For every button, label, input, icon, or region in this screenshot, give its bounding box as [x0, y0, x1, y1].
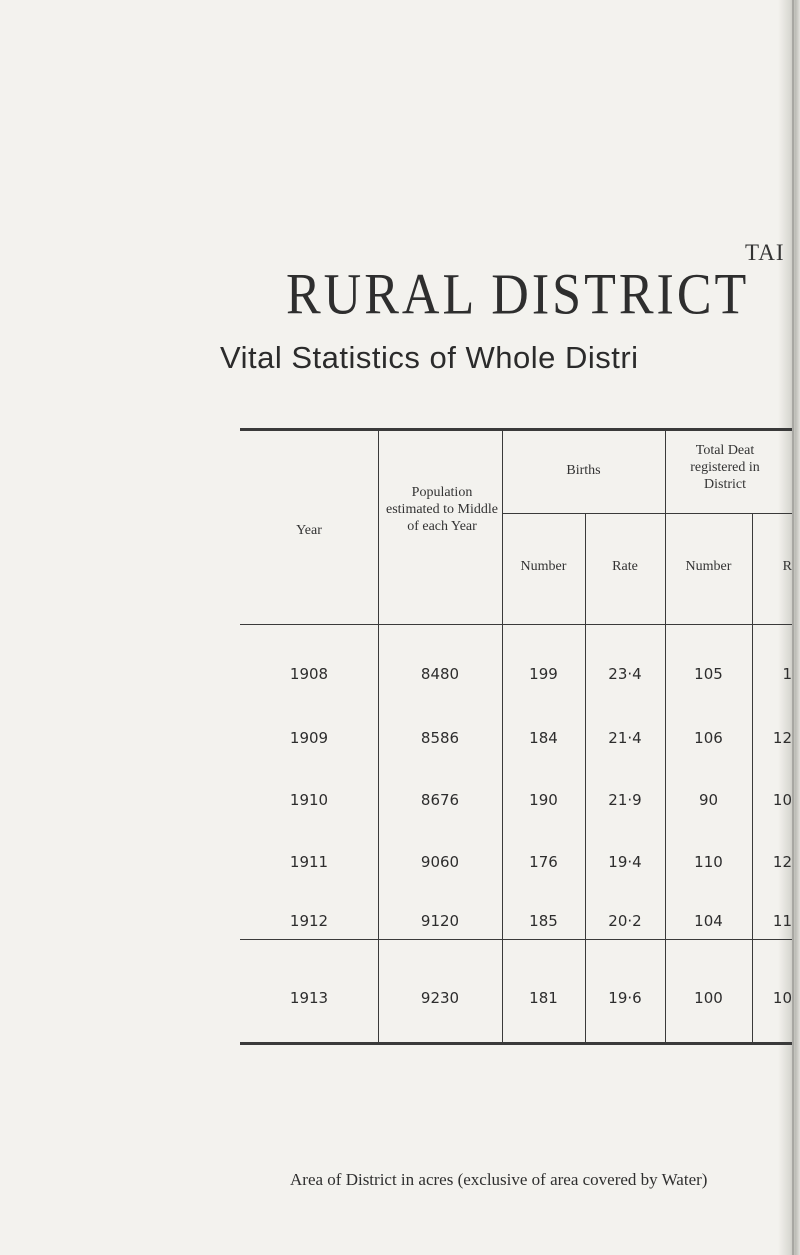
- page-subtitle: Vital Statistics of Whole Distri: [220, 340, 639, 375]
- tab-label: TAI: [745, 240, 785, 265]
- cell-population: 8480: [420, 665, 460, 683]
- cell-deaths-rate: 1: [782, 665, 792, 683]
- cell-year: 1908: [289, 665, 329, 683]
- column-rule: [585, 514, 586, 1042]
- cell-births-rate: 19·4: [608, 853, 642, 871]
- cell-deaths-rate: 10: [772, 791, 792, 809]
- cell-population: 9230: [420, 989, 460, 1007]
- cell-births-number: 184: [529, 729, 558, 747]
- cell-births-rate: 21·9: [608, 791, 642, 809]
- header-deaths: Total Deat registered in District: [690, 443, 760, 492]
- column-rule: [752, 514, 753, 1042]
- page-edge-line: [792, 0, 794, 1255]
- cell-deaths-number: 106: [694, 729, 723, 747]
- header-deaths-number: Number: [685, 559, 732, 574]
- cell-births-rate: 23·4: [608, 665, 642, 683]
- births-deaths-subheader-rule: [502, 513, 792, 514]
- page-title: RURAL DISTRICT: [286, 263, 750, 327]
- header-year: Year: [296, 523, 322, 538]
- header-births: Births: [566, 463, 601, 478]
- cell-deaths-rate: 12: [772, 853, 792, 871]
- cell-population: 9120: [420, 912, 460, 930]
- cell-year: 1913: [289, 989, 329, 1007]
- cell-year: 1911: [289, 853, 329, 871]
- header-births-number: Number: [520, 559, 567, 574]
- cell-year: 1912: [289, 912, 329, 930]
- cell-year: 1909: [289, 729, 329, 747]
- cell-births-rate: 19·6: [608, 989, 642, 1007]
- header-population: Population estimated to Middle of each Year: [386, 485, 498, 534]
- cell-population: 8676: [420, 791, 460, 809]
- cell-deaths-number: 100: [694, 989, 723, 1007]
- cell-births-number: 199: [529, 665, 558, 683]
- cell-deaths-rate: 11: [772, 912, 792, 930]
- cell-births-number: 185: [529, 912, 558, 930]
- cell-population: 8586: [420, 729, 460, 747]
- footer-note: Area of District in acres (exclusive of area covered by Water): [290, 1170, 708, 1189]
- cell-deaths-number: 105: [694, 665, 723, 683]
- cell-deaths-number: 110: [694, 853, 723, 871]
- cell-births-number: 181: [529, 989, 558, 1007]
- cell-deaths-rate: 12: [772, 729, 792, 747]
- cell-deaths-rate: 10: [772, 989, 792, 1007]
- header-births-rate: Rate: [612, 559, 638, 574]
- header-bottom-rule: [240, 624, 792, 625]
- cell-births-rate: 20·2: [608, 912, 642, 930]
- cell-population: 9060: [420, 853, 460, 871]
- cell-births-number: 176: [529, 853, 558, 871]
- vital-statistics-table: [240, 428, 792, 1046]
- cell-year: 1910: [289, 791, 329, 809]
- cell-births-number: 190: [529, 791, 558, 809]
- header-deaths-rate: R: [782, 559, 792, 574]
- table-top-rule: [240, 428, 792, 431]
- cell-deaths-number: 104: [694, 912, 723, 930]
- year-1913-separator-rule: [240, 939, 792, 940]
- cell-births-rate: 21·4: [608, 729, 642, 747]
- table-bottom-rule: [240, 1042, 792, 1045]
- cell-deaths-number: 90: [698, 791, 719, 809]
